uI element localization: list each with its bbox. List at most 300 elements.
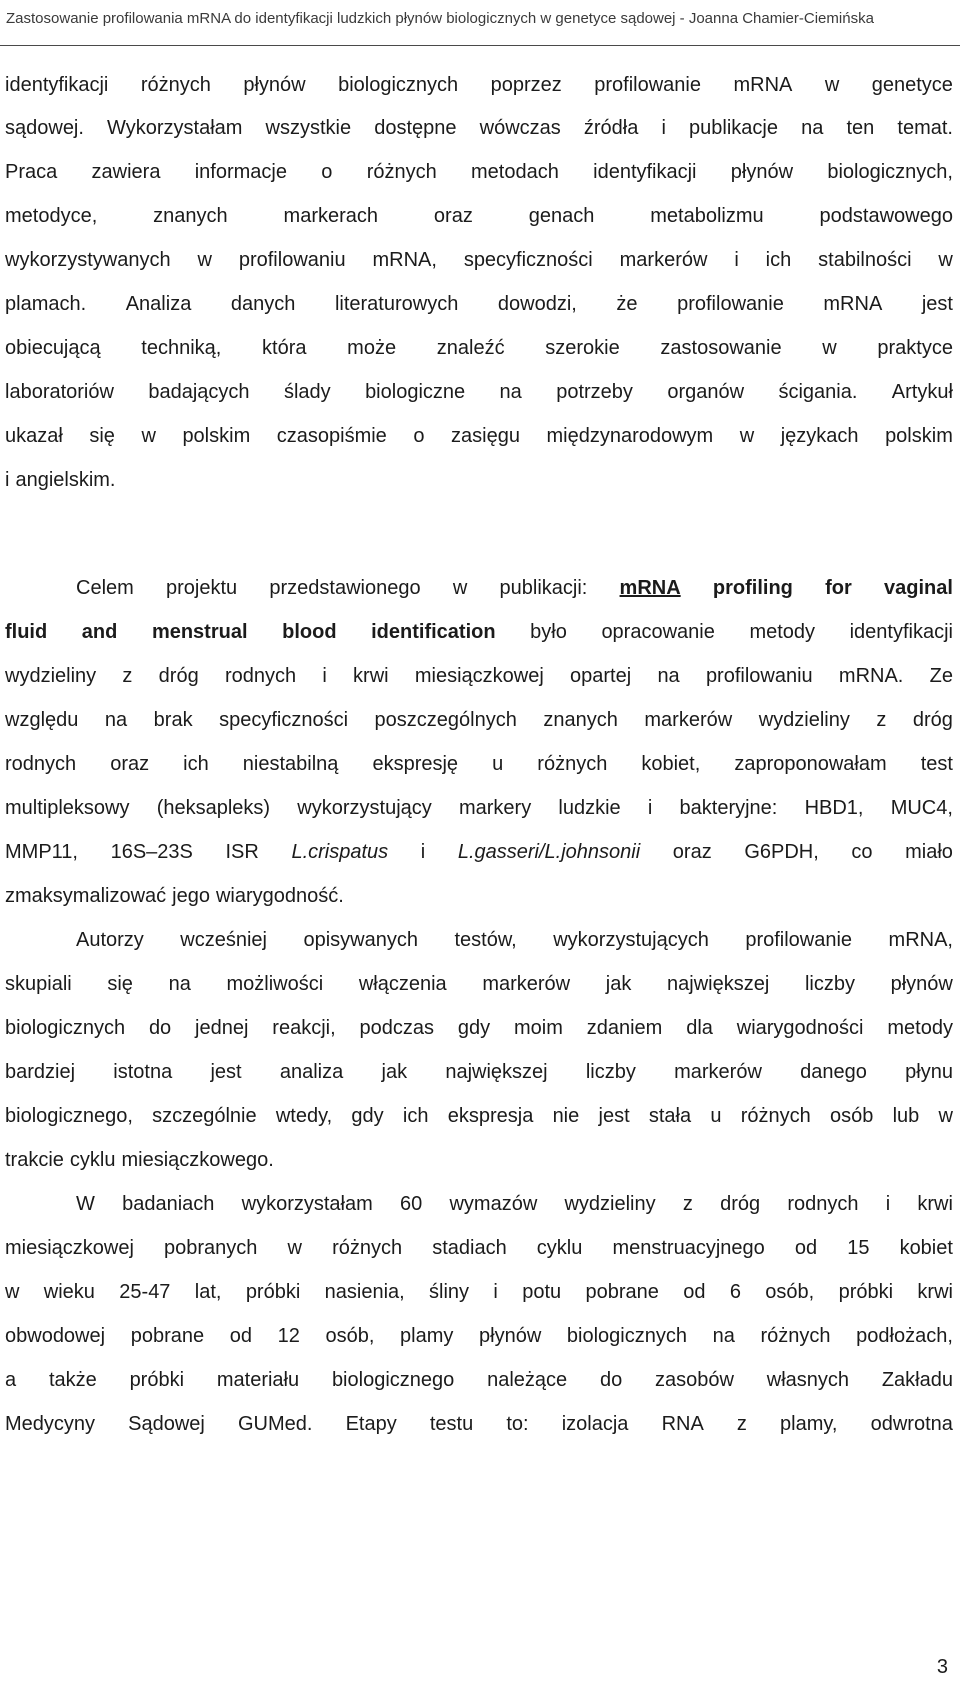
word: zmaksymalizować bbox=[5, 885, 167, 907]
word: zasięgu bbox=[451, 425, 520, 447]
word: która bbox=[262, 337, 307, 359]
word: opracowanie bbox=[601, 621, 715, 643]
word: że bbox=[616, 293, 638, 315]
word: MUC4, bbox=[890, 797, 953, 819]
page-number: 3 bbox=[936, 1656, 948, 1678]
word: obiecującą bbox=[5, 337, 101, 359]
text-line bbox=[5, 330, 953, 366]
word: 16S–23S bbox=[110, 841, 193, 863]
word: testów, bbox=[454, 929, 517, 951]
word: ekspresję bbox=[372, 753, 459, 775]
word: profiling bbox=[712, 577, 793, 599]
word: próbki bbox=[129, 1369, 185, 1391]
word: odwrotna bbox=[870, 1413, 953, 1435]
text-line bbox=[76, 570, 953, 606]
word: danego bbox=[800, 1061, 867, 1083]
word: Medycyny bbox=[5, 1413, 96, 1435]
word: profilowanie bbox=[745, 929, 853, 951]
word: identyfikacji bbox=[593, 161, 697, 183]
text-line bbox=[5, 702, 953, 738]
word: biologicznych bbox=[566, 1325, 687, 1347]
word: czasopiśmie bbox=[276, 425, 387, 447]
word: RNA bbox=[661, 1413, 704, 1435]
word: w bbox=[822, 337, 837, 359]
word: w bbox=[452, 577, 468, 599]
word: płynów bbox=[243, 74, 306, 96]
text-line bbox=[5, 1230, 953, 1266]
word: własnych bbox=[766, 1369, 850, 1391]
word: dowodzi, bbox=[497, 293, 577, 315]
word: multipleksowy bbox=[5, 797, 130, 819]
word: bardziej bbox=[5, 1061, 76, 1083]
word: praktyce bbox=[877, 337, 953, 359]
text-line bbox=[5, 1362, 953, 1398]
word: metody bbox=[749, 621, 816, 643]
word: jest bbox=[598, 1105, 630, 1127]
word: biologicznych bbox=[338, 74, 459, 96]
word: stała bbox=[648, 1105, 692, 1127]
word: specyficzności bbox=[463, 249, 593, 271]
word: ich bbox=[183, 753, 209, 775]
text-line bbox=[5, 418, 953, 454]
word: szerokie bbox=[545, 337, 620, 359]
word: MMP11, bbox=[5, 841, 78, 863]
word: na bbox=[499, 381, 522, 403]
word: markerów bbox=[644, 709, 733, 731]
word: może bbox=[347, 337, 397, 359]
word: podczas bbox=[359, 1017, 435, 1039]
word: w bbox=[938, 249, 953, 271]
word: płynów bbox=[730, 161, 794, 183]
text-line bbox=[5, 154, 953, 190]
word: biologicznego, bbox=[5, 1105, 133, 1127]
word: plamy bbox=[400, 1325, 454, 1347]
text-line bbox=[5, 286, 953, 322]
word: różnych bbox=[740, 1105, 811, 1127]
word: i bbox=[322, 665, 327, 687]
word: dróg bbox=[158, 665, 199, 687]
word: literaturowych bbox=[334, 293, 459, 315]
word: było bbox=[530, 621, 567, 643]
word: Etapy bbox=[345, 1413, 397, 1435]
word: ten bbox=[846, 117, 875, 139]
word: identyfikacji bbox=[849, 621, 953, 643]
word: lat, bbox=[194, 1281, 222, 1303]
word: materiału bbox=[216, 1369, 300, 1391]
word: znanych bbox=[543, 709, 618, 731]
word: menstrual bbox=[151, 621, 248, 643]
word: źródła bbox=[583, 117, 639, 139]
word: publikacje bbox=[689, 117, 778, 139]
word: podstawowego bbox=[819, 205, 953, 227]
word: skupiali bbox=[5, 973, 72, 995]
word: blood bbox=[282, 621, 337, 643]
word: dróg bbox=[720, 1193, 761, 1215]
word: w bbox=[141, 425, 156, 447]
word: płynu bbox=[905, 1061, 953, 1083]
word: krwi bbox=[917, 1193, 953, 1215]
word: temat. bbox=[897, 117, 953, 139]
word: zastosowanie bbox=[660, 337, 782, 359]
word: w bbox=[5, 1281, 20, 1303]
word: for bbox=[825, 577, 852, 599]
text-line bbox=[5, 1010, 953, 1046]
word: dostępne bbox=[374, 117, 457, 139]
word: markery bbox=[458, 797, 532, 819]
word: projektu bbox=[166, 577, 238, 599]
word: gdy bbox=[457, 1017, 491, 1039]
word: wydzieliny bbox=[758, 709, 850, 731]
word: cyklu bbox=[536, 1237, 583, 1259]
word: a bbox=[5, 1369, 17, 1391]
word: biologicznego bbox=[331, 1369, 455, 1391]
word: and bbox=[81, 621, 118, 643]
word: badaniach bbox=[122, 1193, 215, 1215]
word: wszystkie bbox=[265, 117, 352, 139]
word: pobrane bbox=[585, 1281, 659, 1303]
word: niestabilną bbox=[242, 753, 339, 775]
word: i bbox=[493, 1281, 498, 1303]
word: metodyce, bbox=[5, 205, 98, 227]
running-title: Zastosowanie profilowania mRNA do identyfikacji ludzkich płynów biologicznych w genetyce sądowej - Joanna Chamier-Ciemińska bbox=[6, 10, 874, 27]
word: rodnych bbox=[787, 1193, 859, 1215]
word: ich bbox=[402, 1105, 429, 1127]
word: HBD1, bbox=[804, 797, 864, 819]
word: miało bbox=[905, 841, 953, 863]
word: miesiączkowej bbox=[5, 1237, 134, 1259]
word: w bbox=[824, 74, 840, 96]
word: cyklu bbox=[69, 1149, 116, 1171]
word: możliwości bbox=[226, 973, 324, 995]
text-line bbox=[5, 614, 953, 650]
word: różnych bbox=[366, 161, 437, 183]
word: dla bbox=[686, 1017, 713, 1039]
word: zaproponowałam bbox=[734, 753, 887, 775]
word: różnych bbox=[537, 753, 608, 775]
word: i bbox=[661, 117, 666, 139]
word: kobiet bbox=[899, 1237, 953, 1259]
text-line bbox=[5, 198, 953, 234]
word: stabilności bbox=[818, 249, 912, 271]
text-line bbox=[5, 1406, 953, 1442]
word: techniką, bbox=[141, 337, 222, 359]
word: ich bbox=[765, 249, 792, 271]
word: rodnych bbox=[5, 753, 77, 775]
word: rodnych bbox=[224, 665, 297, 687]
word: ukazał bbox=[5, 425, 63, 447]
word: wówczas bbox=[479, 117, 561, 139]
word: laboratoriów bbox=[5, 381, 114, 403]
word: mRNA, bbox=[888, 929, 953, 951]
word: wiarygodność. bbox=[215, 885, 344, 907]
word: genach bbox=[528, 205, 595, 227]
word: markerach bbox=[283, 205, 379, 227]
word: znanych bbox=[153, 205, 228, 227]
word: miesiączkowego. bbox=[121, 1149, 274, 1171]
word: lub bbox=[892, 1105, 920, 1127]
word: i bbox=[647, 797, 653, 819]
word: markerów bbox=[674, 1061, 762, 1083]
word: nie bbox=[552, 1105, 580, 1127]
word: się bbox=[107, 973, 133, 995]
word: genetyce bbox=[871, 74, 953, 96]
word: identification bbox=[371, 621, 496, 643]
word: miesiączkowej bbox=[414, 665, 544, 687]
word: szczególnie bbox=[152, 1105, 257, 1127]
word: metabolizmu bbox=[650, 205, 764, 227]
word: największej bbox=[667, 973, 770, 995]
word: L.crispatus bbox=[291, 841, 389, 863]
word: wykorzystujący bbox=[297, 797, 432, 819]
word: największej bbox=[445, 1061, 548, 1083]
word: osób, bbox=[325, 1325, 375, 1347]
word: w bbox=[197, 249, 212, 271]
word: Zakładu bbox=[881, 1369, 953, 1391]
word: markerów bbox=[619, 249, 708, 271]
text-line bbox=[5, 966, 953, 1002]
text-line bbox=[76, 1186, 953, 1222]
word: opartej bbox=[570, 665, 632, 687]
word: Celem bbox=[76, 577, 134, 599]
word: włączenia bbox=[358, 973, 447, 995]
word: międzynarodowym bbox=[546, 425, 714, 447]
word: obwodowej bbox=[5, 1325, 106, 1347]
word: GUMed. bbox=[238, 1413, 313, 1435]
word: plamy, bbox=[780, 1413, 838, 1435]
word: mRNA. bbox=[838, 665, 904, 687]
word: językach bbox=[780, 425, 859, 447]
word: wcześniej bbox=[180, 929, 267, 951]
word: liczby bbox=[585, 1061, 636, 1083]
word: z bbox=[736, 1413, 747, 1435]
word: specyficzności bbox=[219, 709, 349, 731]
word: 15 bbox=[847, 1237, 870, 1259]
word: 6 bbox=[729, 1281, 741, 1303]
word: na bbox=[104, 709, 128, 731]
word: kobiet, bbox=[641, 753, 701, 775]
word: Ze bbox=[929, 665, 953, 687]
word: na bbox=[168, 973, 191, 995]
text-line bbox=[5, 878, 953, 914]
word: polskim bbox=[885, 425, 953, 447]
word: mRNA, bbox=[372, 249, 437, 271]
word: profilowanie bbox=[677, 293, 784, 315]
word: wymazów bbox=[449, 1193, 538, 1215]
word: gdy bbox=[351, 1105, 384, 1127]
word: W bbox=[76, 1193, 95, 1215]
word: różnych bbox=[140, 74, 211, 96]
word: w bbox=[739, 425, 755, 447]
word: z bbox=[682, 1193, 693, 1215]
word: różnych bbox=[332, 1237, 403, 1259]
word: biologicznych, bbox=[827, 161, 953, 183]
word: metodach bbox=[471, 161, 559, 183]
word: brak bbox=[153, 709, 193, 731]
text-line bbox=[5, 242, 953, 278]
text-line bbox=[76, 922, 953, 958]
word: Sądowej bbox=[128, 1413, 205, 1435]
text-line bbox=[5, 1098, 953, 1134]
word: i bbox=[420, 841, 426, 863]
word: z bbox=[122, 665, 133, 687]
text-line bbox=[5, 374, 953, 410]
word: wykorzystywanych bbox=[5, 249, 171, 271]
word: do bbox=[599, 1369, 623, 1391]
word: o bbox=[321, 161, 333, 183]
word: i bbox=[885, 1193, 891, 1215]
word: na bbox=[657, 665, 680, 687]
word: w bbox=[287, 1237, 302, 1259]
word: mRNA bbox=[733, 74, 793, 96]
word: stadiach bbox=[432, 1237, 507, 1259]
word: vaginal bbox=[883, 577, 953, 599]
word: jest bbox=[210, 1061, 242, 1083]
word: jak bbox=[381, 1061, 408, 1083]
word: przedstawionego bbox=[269, 577, 421, 599]
word: liczby bbox=[804, 973, 855, 995]
word: jest bbox=[921, 293, 953, 315]
text-line bbox=[5, 658, 953, 694]
word: biologicznych bbox=[5, 1017, 126, 1039]
word: płynów bbox=[890, 973, 953, 995]
word: od bbox=[229, 1325, 252, 1347]
word: Autorzy bbox=[76, 929, 144, 951]
text-line bbox=[5, 1054, 953, 1090]
word: badających bbox=[148, 381, 250, 403]
word: angielskim. bbox=[15, 469, 116, 491]
word: 12 bbox=[277, 1325, 300, 1347]
word: różnych bbox=[760, 1325, 831, 1347]
word: mRNA bbox=[619, 577, 681, 599]
word: oraz bbox=[672, 841, 712, 863]
word: metody bbox=[887, 1017, 953, 1039]
word: ludzkie bbox=[558, 797, 621, 819]
word: test bbox=[920, 753, 953, 775]
word: jego bbox=[172, 885, 210, 907]
word: nasienia, bbox=[324, 1281, 405, 1303]
word: menstruacyjnego bbox=[612, 1237, 765, 1259]
word: oraz bbox=[433, 205, 473, 227]
word: także bbox=[48, 1369, 97, 1391]
word: wiarygodności bbox=[736, 1017, 864, 1039]
word: profilowaniu bbox=[705, 665, 813, 687]
word: krwi bbox=[353, 665, 389, 687]
word: próbki bbox=[245, 1281, 301, 1303]
word: i bbox=[734, 249, 739, 271]
word: testu bbox=[429, 1413, 474, 1435]
text-line bbox=[5, 746, 953, 782]
word: próbki bbox=[838, 1281, 894, 1303]
word: to: bbox=[506, 1413, 529, 1435]
word: wykorzystujących bbox=[553, 929, 709, 951]
text-line bbox=[5, 462, 953, 498]
word: u bbox=[492, 753, 504, 775]
word: Analiza bbox=[125, 293, 192, 315]
word: dróg bbox=[912, 709, 953, 731]
word: bakteryjne: bbox=[679, 797, 778, 819]
word: polskim bbox=[182, 425, 251, 447]
word: G6PDH, bbox=[744, 841, 819, 863]
word: wykorzystałam bbox=[241, 1193, 373, 1215]
word: plamach. bbox=[5, 293, 87, 315]
word: wydzieliny bbox=[564, 1193, 656, 1215]
word: od bbox=[683, 1281, 706, 1303]
word: na bbox=[801, 117, 824, 139]
running-header bbox=[0, 0, 960, 46]
word: ślady bbox=[283, 381, 331, 403]
word: płynów bbox=[479, 1325, 542, 1347]
word: jak bbox=[605, 973, 632, 995]
text-line bbox=[5, 834, 953, 870]
word: się bbox=[89, 425, 115, 447]
word: u bbox=[710, 1105, 722, 1127]
word: ścigania. bbox=[778, 381, 858, 403]
word: ISR bbox=[225, 841, 259, 863]
word: podłożach, bbox=[856, 1325, 953, 1347]
word: pobranych bbox=[164, 1237, 258, 1259]
word: potrzeby bbox=[556, 381, 633, 403]
word: moim bbox=[513, 1017, 563, 1039]
text-line bbox=[5, 1318, 953, 1354]
word: zdaniem bbox=[586, 1017, 663, 1039]
word: sądowej. bbox=[5, 117, 84, 139]
word: zawiera bbox=[91, 161, 161, 183]
word: poszczególnych bbox=[374, 709, 517, 731]
text-line bbox=[5, 110, 953, 146]
word: profilowanie bbox=[594, 74, 701, 96]
word: Praca bbox=[5, 161, 58, 183]
word: do bbox=[148, 1017, 172, 1039]
word: analiza bbox=[279, 1061, 344, 1083]
word: wtedy, bbox=[275, 1105, 333, 1127]
word: danych bbox=[230, 293, 296, 315]
word: organów bbox=[667, 381, 745, 403]
word: biologiczne bbox=[365, 381, 466, 403]
word: potu bbox=[522, 1281, 562, 1303]
word: informacje bbox=[194, 161, 287, 183]
word: jednej bbox=[195, 1017, 249, 1039]
word: trakcie bbox=[5, 1149, 64, 1171]
word: śliny bbox=[429, 1281, 470, 1303]
word: należące bbox=[487, 1369, 568, 1391]
word: osób, bbox=[765, 1281, 815, 1303]
word: oraz bbox=[110, 753, 150, 775]
word: względu bbox=[5, 709, 79, 731]
word: opisywanych bbox=[303, 929, 418, 951]
word: publikacji: bbox=[499, 577, 588, 599]
word: pobrane bbox=[130, 1325, 205, 1347]
word: Wykorzystałam bbox=[107, 117, 243, 139]
word: (heksapleks) bbox=[156, 797, 271, 819]
text-line bbox=[5, 1274, 953, 1310]
word: od bbox=[794, 1237, 818, 1259]
word: istotna bbox=[113, 1061, 173, 1083]
word: Artykuł bbox=[891, 381, 953, 403]
text-line bbox=[5, 790, 953, 826]
word: i bbox=[5, 469, 10, 491]
word: izolacja bbox=[561, 1413, 629, 1435]
word: o bbox=[413, 425, 425, 447]
word: w bbox=[938, 1105, 953, 1127]
text-line bbox=[5, 67, 953, 103]
text-line bbox=[5, 1142, 953, 1178]
word: co bbox=[851, 841, 873, 863]
word: L.gasseri/L.johnsonii bbox=[457, 841, 641, 863]
word: ekspresja bbox=[447, 1105, 534, 1127]
word: identyfikacji bbox=[5, 74, 109, 96]
word: krwi bbox=[917, 1281, 953, 1303]
word: na bbox=[712, 1325, 735, 1347]
